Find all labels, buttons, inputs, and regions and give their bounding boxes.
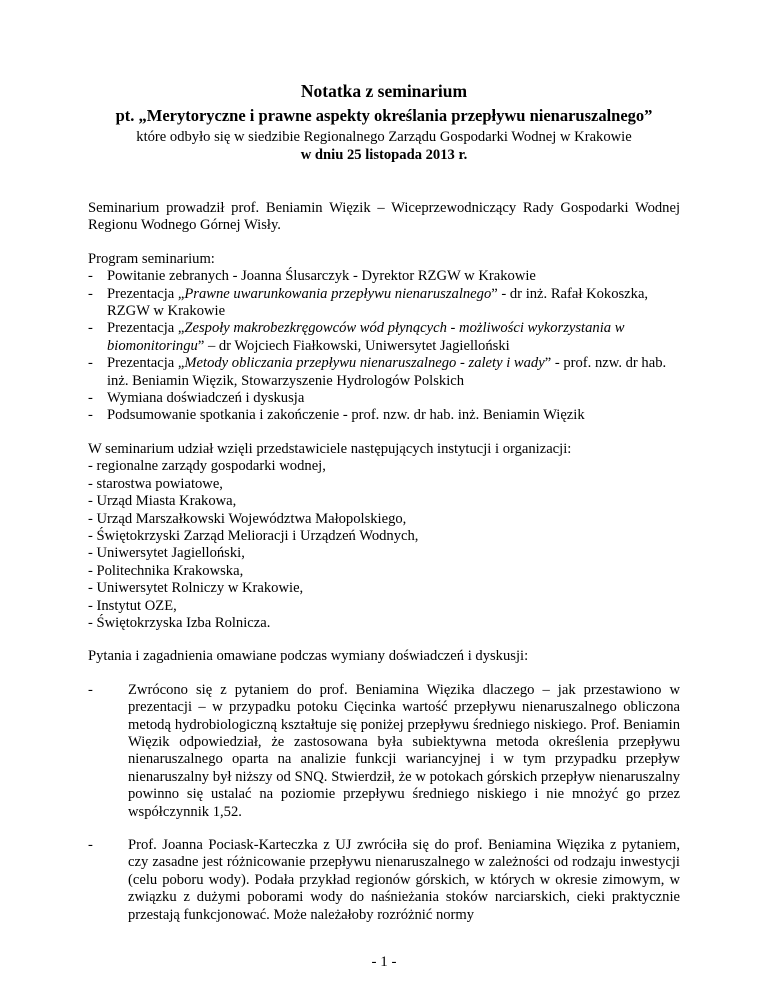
list-item: - starostwa powiatowe, <box>88 475 223 492</box>
seminar-location: które odbyło się w siedzibie Regionalnego Zarządu Gospodarki Wodnej w Krakowie <box>136 129 632 145</box>
document-title: Notatka z seminarium <box>300 81 468 101</box>
seminar-subtitle: pt. „Merytoryczne i prawne aspekty określania przepływu nienaruszalnego” <box>115 106 653 125</box>
list-item: - Świętokrzyska Izba Rolnicza. <box>88 614 271 631</box>
intro-paragraph: Seminarium prowadził prof. Beniamin Więzik – Wiceprzewodniczący Rady Gospodarki Wodnej Regionu Wodnego Górnej Wisły. <box>88 200 680 234</box>
discussion-item: - Prof. Joanna Pociask-Karteczka z UJ zwróciła się do prof. Beniamina Więzika z pytaniem, czy zasadne jest różnicowanie przepływu nienaruszalnego w zależności od rodzaju inwestycji (celu poboru wody). Podała przykład regionów górskich, w których w okresie zimowym, w związku z dużymi poborami wody do naśnieżania stoków narciarskich, cieki praktycznie przestają funkcjonować. Może należałoby rozróżnić normy <box>88 837 680 923</box>
program-item: - Prezentacja „Zespoły makrobezkręgowców wód płynących - możliwości wykorzystania w biomonitoringu” – dr Wojciech Fiałkowski, Uniwersytet Jagielloński <box>88 320 625 354</box>
program-item: - Wymiana doświadczeń i dyskusja <box>88 390 305 407</box>
list-item: - Uniwersytet Rolniczy w Krakowie, <box>88 580 304 597</box>
list-item: - Instytut OZE, <box>88 597 177 614</box>
discussion-list <box>88 682 680 924</box>
page-number: - 1 - <box>371 954 397 970</box>
program-item: - Powitanie zebranych - Joanna Ślusarczyk - Dyrektor RZGW w Krakowie <box>88 268 536 285</box>
program-section <box>88 251 680 425</box>
list-item: - Politechnika Krakowska, <box>88 562 244 579</box>
document-header <box>88 80 680 164</box>
list-item: - Świętokrzyski Zarząd Melioracji i Urządzeń Wodnych, <box>88 527 419 544</box>
discussion-section <box>88 648 680 924</box>
seminar-date: w dniu 25 listopada 2013 r. <box>300 147 468 163</box>
list-item: - Urząd Miasta Krakowa, <box>88 493 237 510</box>
participants-list <box>88 458 680 632</box>
program-item: - Prezentacja „Prawne uwarunkowania przepływu nienaruszalnego” - dr inż. Rafał Kokoszka, RZGW w Krakowie <box>88 285 649 320</box>
discussion-heading: Pytania i zagadnienia omawiane podczas wymiany doświadczeń i dyskusji: <box>88 648 529 665</box>
program-item: - Prezentacja „Metody obliczania przepływu nienaruszalnego - zalety i wady” - prof. nzw. dr hab. inż. Beniamin Więzik, Stowarzyszenie Hydrologów Polskich <box>88 355 667 389</box>
program-heading: Program seminarium: <box>88 250 215 267</box>
participants-heading: W seminarium udział wzięli przedstawiciele następujących instytucji i organizacji: <box>88 440 572 457</box>
list-item: - Urząd Marszałkowski Województwa Małopolskiego, <box>88 510 407 527</box>
program-item: - Podsumowanie spotkania i zakończenie - prof. nzw. dr hab. inż. Beniamin Więzik <box>88 407 585 424</box>
list-item: - regionalne zarządy gospodarki wodnej, <box>88 458 326 475</box>
participants-section <box>88 441 680 632</box>
program-list <box>88 268 680 425</box>
document-page <box>88 80 680 940</box>
discussion-item: - Zwrócono się z pytaniem do prof. Beniamina Więzika dlaczego – jak przestawiono w prezentacji – w przypadku potoku Cięcinka wartość przepływu nienaruszalnego obliczona metodą hydrobiologiczną kształtuje się poniżej przepływu średniego niskiego. Prof. Beniamin Więzik odpowiedział, że zastosowana była subiektywna metoda określenia przepływu nienaruszalnego oparta na analizie funkcji wariancyjnej i w tym przypadku przepływ nienaruszalny był niższy od SNQ. Stwierdził, że w potokach górskich przepływ nienaruszalny powinno się ustalać na poziomie przepływu średniego niskiego i nie mnożyć go przez współczynnik 1,52. <box>88 681 680 820</box>
list-item: - Uniwersytet Jagielloński, <box>88 545 245 562</box>
